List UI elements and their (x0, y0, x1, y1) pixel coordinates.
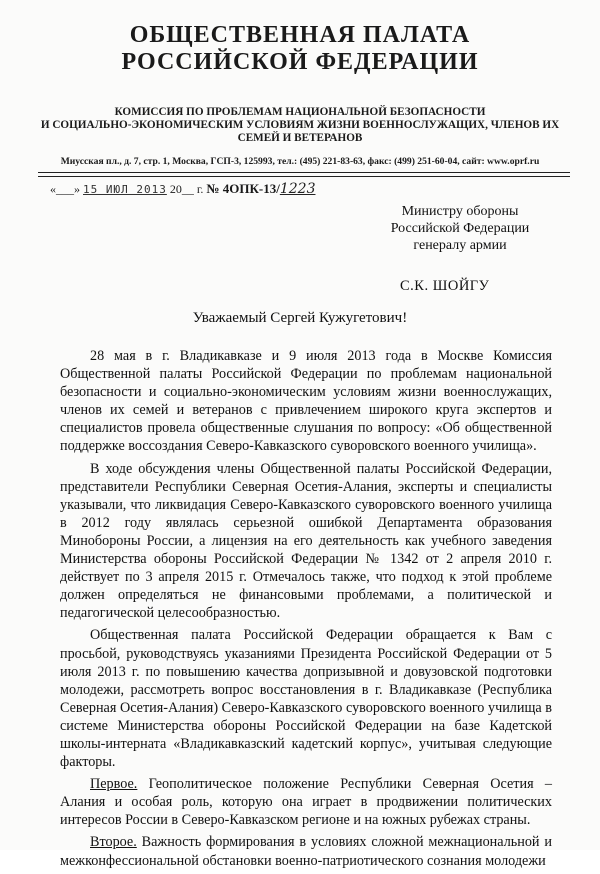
body-paragraph-5 (60, 833, 552, 869)
header-divider-thin (38, 176, 570, 177)
salutation: Уважаемый Сергей Кужугетович! (192, 310, 408, 326)
commission-line3: СЕМЕЙ И ВЕТЕРАНОВ (237, 132, 363, 144)
paragraph-5-lead: Второе. (90, 834, 137, 851)
addressee-line2: Российской Федерации (390, 221, 530, 236)
paragraph-5-text: Важность формирования в условиях сложной межнациональной и межконфессиональной обстановки военно-патриотического сознания молодежи (60, 834, 552, 869)
commission-line2: И СОЦИАЛЬНО-ЭКОНОМИЧЕСКИМ УСЛОВИЯМ ЖИЗНИ ВОЕННОСЛУЖАЩИХ, ЧЛЕНОВ ИХ (40, 119, 560, 131)
paragraph-4-text: Геополитическое положение Республики Северная Осетия – Алания и особая роль, которую она играет в продвижении политических интересов России в Северо-Кавказском регионе и на южных рубежах страны. (60, 776, 552, 829)
letter-body (60, 347, 552, 874)
addressee-line3: генералу армии (413, 238, 507, 253)
addressee-name: С.К. ШОЙГУ (400, 278, 490, 294)
body-paragraph-4 (60, 775, 552, 829)
addressee-line1: Министру обороны (401, 204, 519, 219)
organization-title-line2: РОССИЙСКОЙ ФЕДЕРАЦИИ (121, 49, 479, 75)
paragraph-4-lead: Первое. (90, 776, 138, 793)
body-paragraph-3: Общественная палата Российской Федерации обращается к Вам с просьбой, руководствуясь указаниями Президента Российской Федерации от 5 июля 2013 г. по повышению качества допризывной и довузовской подготовки молодежи, рассмотреть вопрос восстановления в г. Владикавказе (Республика Северная Осетия-Алания) Северо-Кавказского суворовского военного училища в системе Министерства обороны Российской Федерации на базе Кадетской школы-интерната «Владикавказский кадетский корпус», учитывая следующие факторы. (60, 627, 552, 771)
contact-address: Миусская пл., д. 7, стр. 1, Москва, ГСП-3, 125993, тел.: (495) 221-83-63, факс: (499) 251-60-04, сайт: www.oprf.ru (60, 156, 540, 167)
header-divider-thick (38, 172, 570, 173)
handwritten-reference-number: 1223 (279, 181, 316, 197)
reference-year: 20__ г. (169, 182, 204, 196)
organization-title (0, 22, 600, 76)
organization-title-line1: ОБЩЕСТВЕННАЯ ПАЛАТА (129, 22, 471, 48)
body-paragraph-1: 28 мая в г. Владикавказе и 9 июля 2013 года в Москве Комиссия Общественной палаты Российской Федерации по проблемам национальной безопасности и социально-экономическим условиям жизни военнослужащих, членов их семей и ветеранов с привлечением широкого круга экспертов и специалистов провела общественные слушания по вопросу: «Об общественной поддержке воссоздания Северо-Кавказского суворовского военного училища». (60, 348, 552, 455)
addressee-block (350, 203, 570, 254)
handwritten-date-stamp: 15 ИЮЛ 2013 (83, 183, 167, 196)
reference-day: «___» (50, 182, 80, 196)
body-paragraph-2: В ходе обсуждения члены Общественной палаты Российской Федерации, представители Республики Северная Осетия-Алания, эксперты и специалисты указывали, что ликвидация Северо-Кавказского суворовского военного училища в 2012 году являлась серьезной ошибкой Департамента образования Минобороны России, а лицензия на его деятельность как учебного заведения Министерства обороны Российской Федерации № 1342 от 2 апреля 2010 г. действует по 3 апреля 2015 г. Отмечалось также, что подход к этой проблеме должен определяться не финансовыми проблемами, а политической и педагогической целесообразностью. (60, 460, 552, 622)
reference-line (50, 181, 570, 198)
commission-line1: КОМИССИЯ ПО ПРОБЛЕМАМ НАЦИОНАЛЬНОЙ БЕЗОПАСНОСТИ (114, 106, 486, 118)
reference-number-prefix: № 4ОПК-13/ (206, 181, 280, 196)
commission-name (20, 106, 580, 145)
